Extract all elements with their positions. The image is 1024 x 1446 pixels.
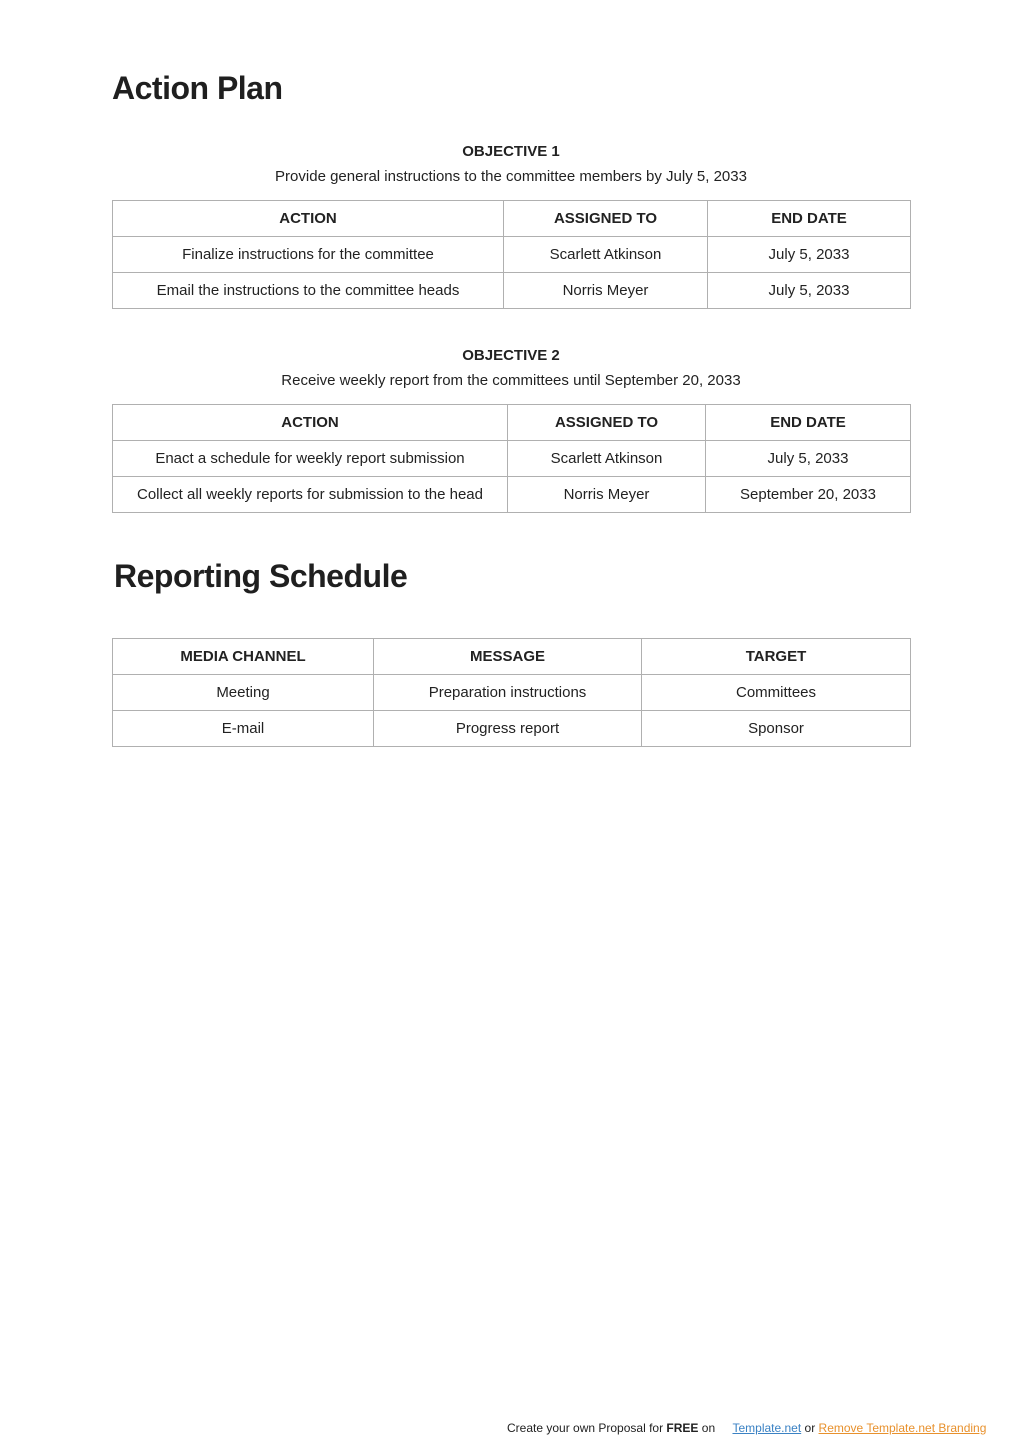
table-row [113,273,911,309]
header-end-date: END DATE [706,405,911,441]
cell-message: Preparation instructions [374,675,642,711]
footer-prefix: Create your own Proposal for [507,1421,667,1435]
cell-assigned-to: Norris Meyer [504,273,708,309]
cell-target: Sponsor [642,711,911,747]
cell-target: Committees [642,675,911,711]
cell-end-date: September 20, 2033 [706,477,911,513]
footer-free: FREE [666,1421,699,1435]
section-title-action-plan: Action Plan [112,70,283,106]
cell-assigned-to: Norris Meyer [508,477,706,513]
footer-on: on [698,1421,716,1435]
objective-2-table [112,404,911,513]
header-assigned-to: ASSIGNED TO [508,405,706,441]
header-media-channel: MEDIA CHANNEL [113,639,374,675]
cell-action: Email the instructions to the committee heads [113,273,504,309]
reporting-schedule-table [112,638,911,747]
cell-end-date: July 5, 2033 [708,237,911,273]
table-row [113,711,911,747]
header-assigned-to: ASSIGNED TO [504,201,708,237]
table-header-row [113,201,911,237]
header-end-date: END DATE [708,201,911,237]
template-net-link[interactable]: Template.net [732,1421,802,1435]
table-row [113,675,911,711]
cell-assigned-to: Scarlett Atkinson [504,237,708,273]
header-target: TARGET [642,639,911,675]
table-header-row [113,405,911,441]
cell-message: Progress report [374,711,642,747]
footer-or: or [801,1421,819,1435]
objective-description: Provide general instructions to the committee members by July 5, 2033 [275,168,747,185]
table-row [113,477,911,513]
objective-1-table [112,200,911,309]
cell-end-date: July 5, 2033 [708,273,911,309]
branding-footer [507,1418,986,1438]
cell-action: Enact a schedule for weekly report submission [113,441,508,477]
cell-action: Collect all weekly reports for submission to the head [113,477,508,513]
header-action: ACTION [113,405,508,441]
remove-branding-link[interactable]: Remove Template.net Branding [818,1421,987,1435]
cell-media-channel: E-mail [113,711,374,747]
table-header-row [113,639,911,675]
cell-action: Finalize instructions for the committee [113,237,504,273]
table-row [113,441,911,477]
cell-end-date: July 5, 2033 [706,441,911,477]
objective-label: OBJECTIVE 1 [462,143,560,160]
header-message: MESSAGE [374,639,642,675]
cell-assigned-to: Scarlett Atkinson [508,441,706,477]
cell-media-channel: Meeting [113,675,374,711]
objective-label: OBJECTIVE 2 [462,347,560,364]
objective-1 [112,140,910,190]
header-action: ACTION [113,201,504,237]
section-title-reporting-schedule: Reporting Schedule [114,558,408,594]
objective-2 [112,344,910,394]
table-row [113,237,911,273]
objective-description: Receive weekly report from the committees until September 20, 2033 [281,372,741,389]
